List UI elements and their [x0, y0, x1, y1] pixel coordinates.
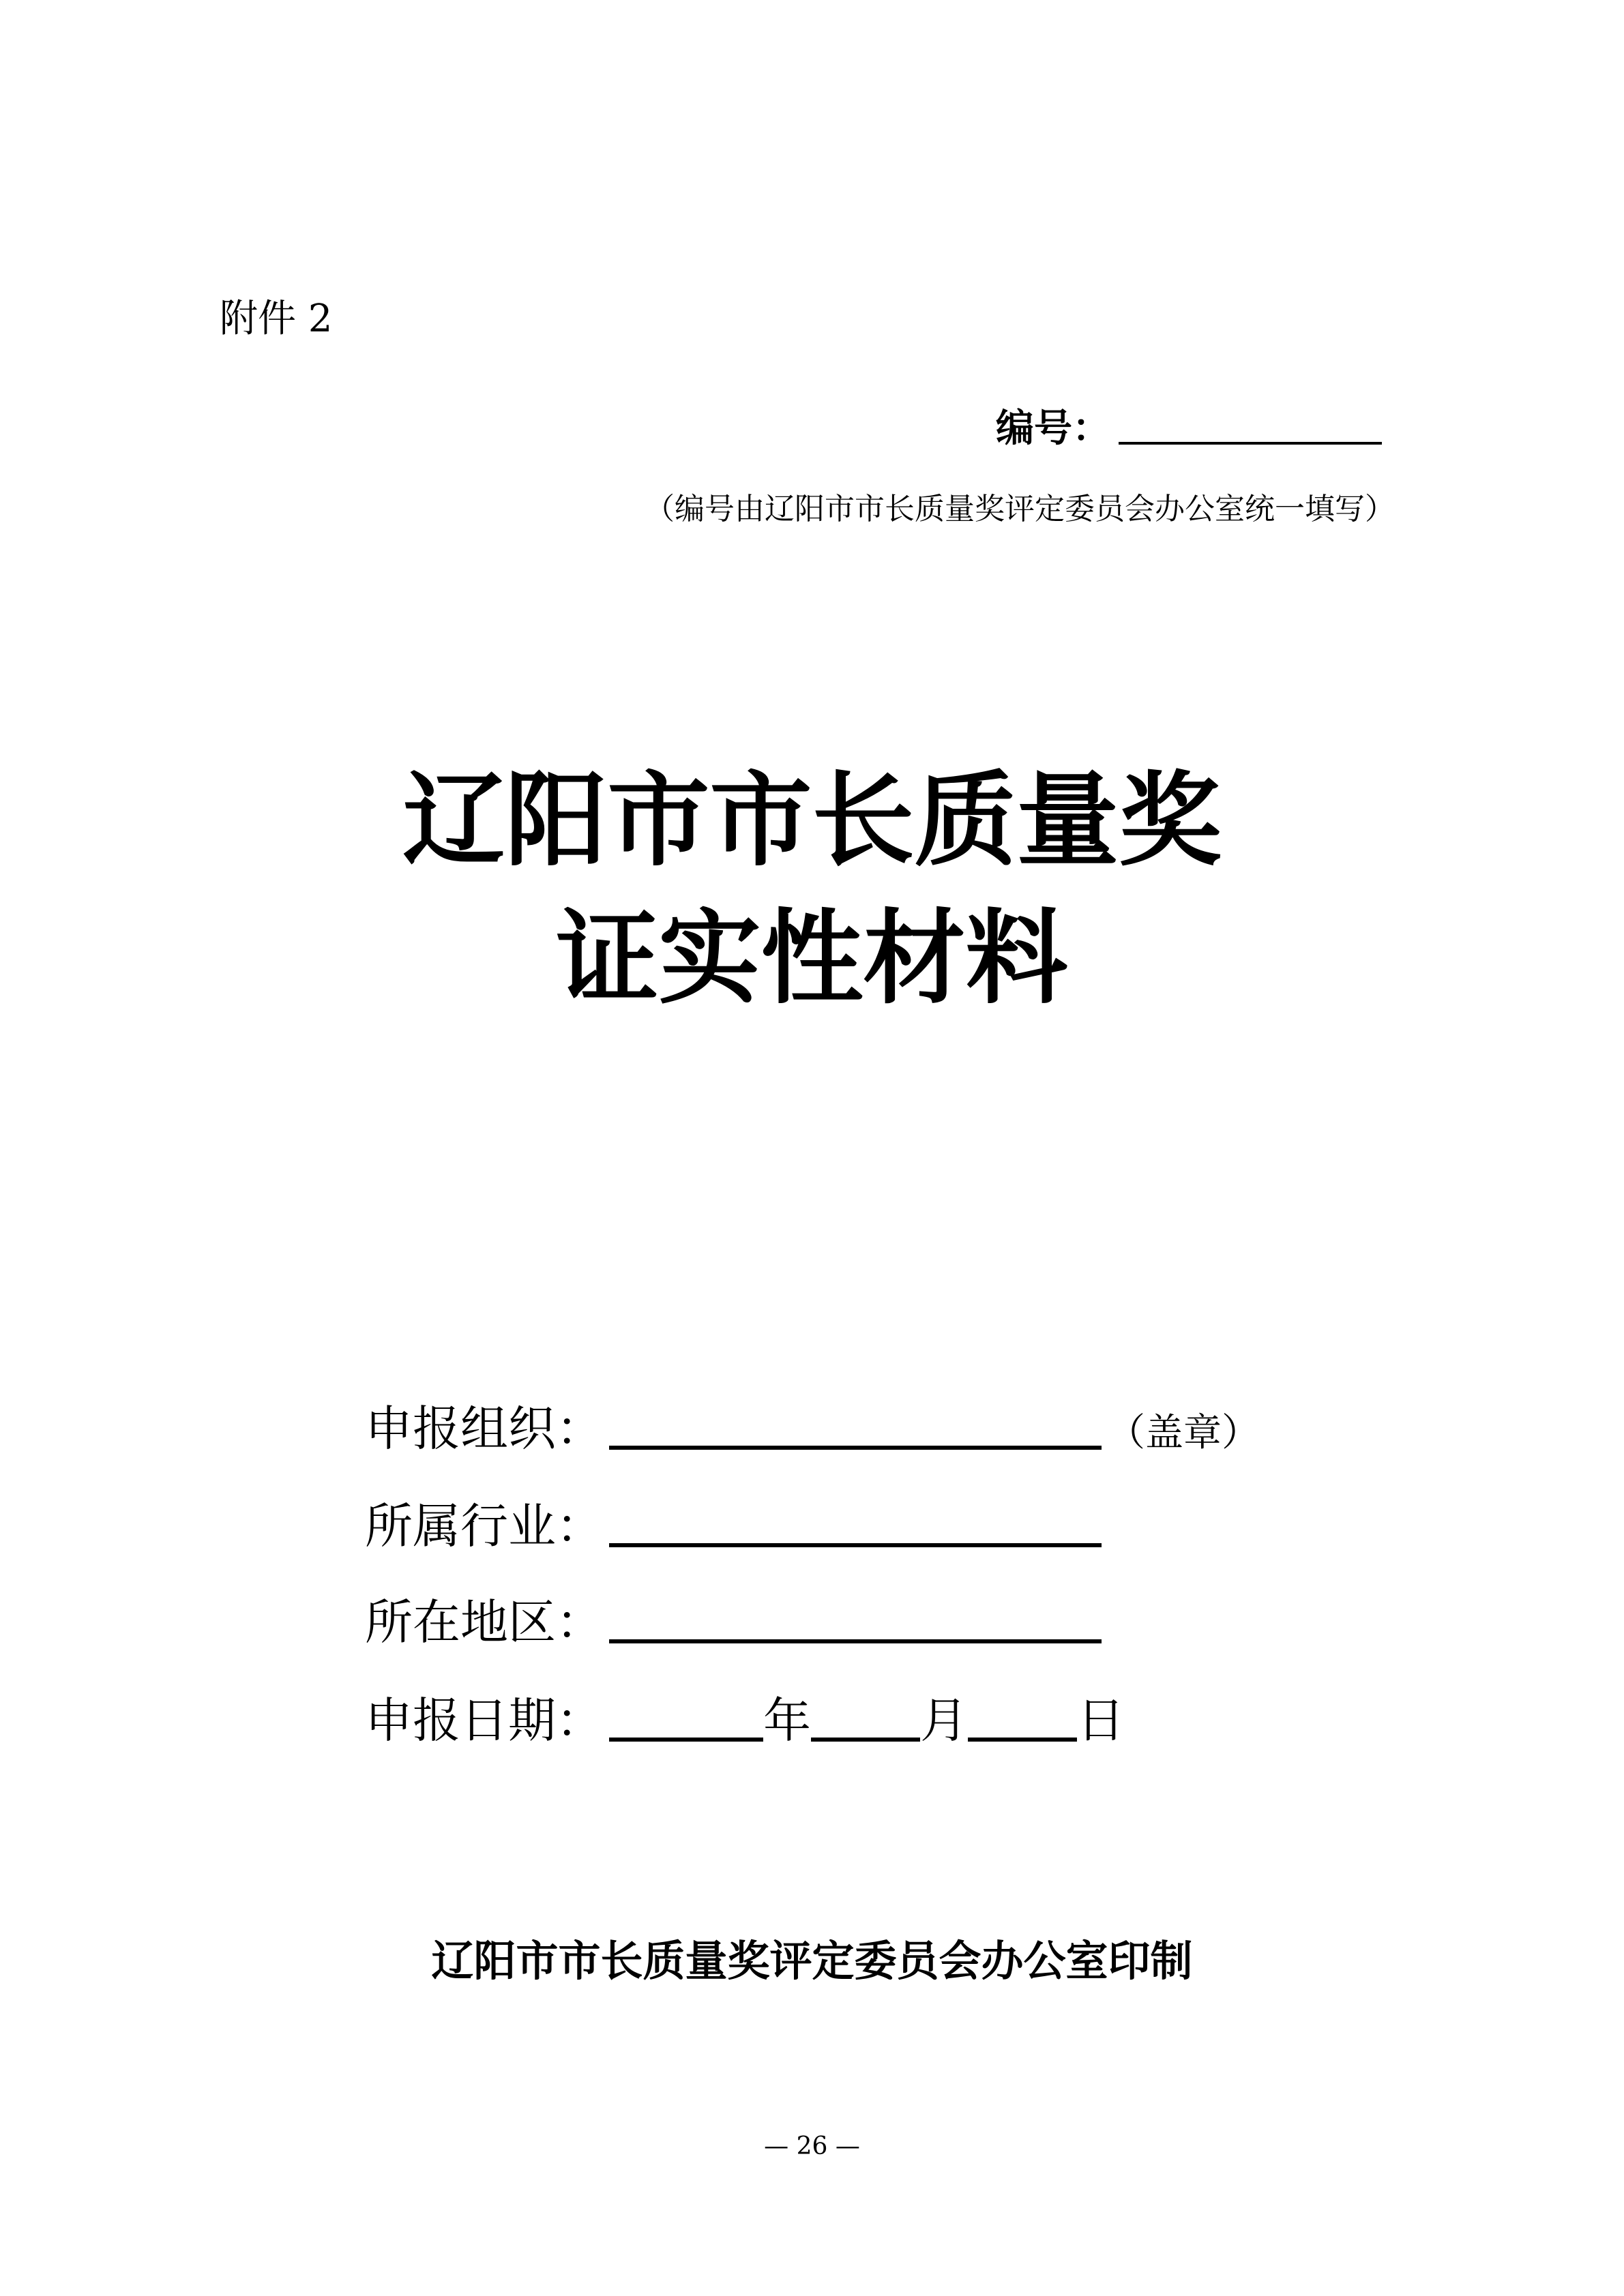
document-title-line-1: 辽阳市市长质量奖 — [402, 760, 1222, 880]
serial-number-note: （编号由辽阳市市长质量奖评定委员会办公室统一填写） — [645, 492, 1395, 526]
month-blank[interactable] — [811, 1738, 920, 1742]
region-blank[interactable] — [609, 1639, 1102, 1643]
seal-note: （盖章） — [1107, 1411, 1260, 1455]
applicant-organization-label: 申报组织： — [365, 1401, 604, 1457]
field-region — [365, 1594, 1102, 1650]
day-blank[interactable] — [968, 1738, 1077, 1742]
serial-number-label: 编号： — [996, 406, 1110, 451]
year-blank[interactable] — [609, 1738, 763, 1742]
printer-statement: 辽阳市市长质量奖评定委员会办公室印制 — [431, 1936, 1193, 1986]
year-label: 年 — [763, 1693, 811, 1748]
month-label: 月 — [920, 1693, 968, 1748]
day-label: 日 — [1077, 1693, 1125, 1748]
document-title-line-2: 证实性材料 — [556, 898, 1068, 1018]
field-application-date — [365, 1693, 1125, 1748]
industry-label: 所属行业： — [365, 1498, 604, 1554]
industry-blank[interactable] — [609, 1543, 1102, 1547]
serial-number-blank[interactable] — [1119, 442, 1382, 445]
field-applicant-organization — [365, 1401, 1260, 1457]
field-industry — [365, 1498, 1102, 1554]
attachment-label: 附件 2 — [220, 297, 333, 341]
applicant-organization-blank[interactable] — [609, 1446, 1102, 1450]
application-date-label: 申报日期： — [365, 1693, 604, 1748]
region-label: 所在地区： — [365, 1594, 604, 1650]
page-number: — 26 — — [764, 2132, 860, 2160]
serial-number-row — [996, 406, 1382, 451]
